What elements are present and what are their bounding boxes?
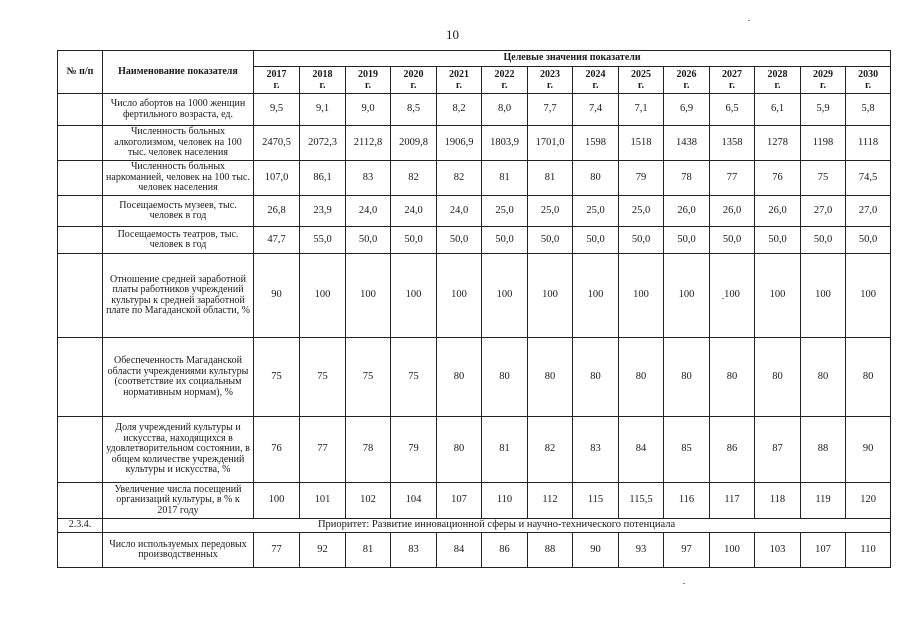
header-year-2022 (482, 67, 528, 94)
value-cell-2028: 100 (755, 254, 801, 338)
indicator-name: Число используемых передовых производственных (103, 533, 254, 568)
value-cell-2025: 25,0 (619, 196, 664, 227)
value-cell-2029: 27,0 (801, 196, 846, 227)
value-cell-2024: 50,0 (573, 227, 619, 254)
row-number (58, 417, 103, 483)
value-cell-2017: 26,8 (254, 196, 300, 227)
value-cell-2028: 80 (755, 338, 801, 417)
indicator-name: Увеличение числа посещений организаций культуры, в % к 2017 году (103, 483, 254, 519)
value-cell-2026: 116 (664, 483, 710, 519)
value-cell-2024: 80 (573, 338, 619, 417)
value-cell-2022: 81 (482, 417, 528, 483)
year-number: 2018 (312, 69, 333, 80)
value-cell-2022: 80 (482, 338, 528, 417)
priority-row (58, 519, 891, 533)
year-suffix: г. (547, 80, 553, 91)
value-cell-2023: 112 (528, 483, 573, 519)
header-year-2023 (528, 67, 573, 94)
value-cell-2027: 77 (710, 161, 755, 196)
value-cell-2027: 26,0 (710, 196, 755, 227)
year-number: 2024 (585, 69, 606, 80)
header-year-2025 (619, 67, 664, 94)
value-cell-2028: 50,0 (755, 227, 801, 254)
year-number: 2030 (858, 69, 879, 80)
value-cell-2027: 86 (710, 417, 755, 483)
value-cell-2024: 1598 (573, 126, 619, 161)
value-cell-2018: 75 (300, 338, 346, 417)
value-cell-2025: 93 (619, 533, 664, 568)
value-cell-2020: 104 (391, 483, 437, 519)
indicator-name: Доля учреждений культуры и искусства, находящихся в удовлетворительном состоянии, в общем количестве учреждений культуры и искусства, % (103, 417, 254, 483)
header-year-2020 (391, 67, 437, 94)
indicator-name: Посещаемость музеев, тыс. человек в год (103, 196, 254, 227)
value-cell-2027: 50,0 (710, 227, 755, 254)
value-cell-2024: 25,0 (573, 196, 619, 227)
value-cell-2019: 83 (346, 161, 391, 196)
value-cell-2022: 8,0 (482, 94, 528, 126)
header-year-2029 (801, 67, 846, 94)
value-cell-2024: 83 (573, 417, 619, 483)
value-cell-2030: 5,8 (846, 94, 891, 126)
row-number (58, 254, 103, 338)
value-cell-2029: 50,0 (801, 227, 846, 254)
year-suffix: г. (319, 80, 326, 91)
value-cell-2027: 6,5 (710, 94, 755, 126)
value-cell-2020: 100 (391, 254, 437, 338)
header-year-2018 (300, 67, 346, 94)
year-number: 2019 (358, 69, 378, 80)
value-cell-2028: 118 (755, 483, 801, 519)
year-suffix: г. (410, 80, 417, 91)
indicators-table (57, 50, 891, 568)
value-cell-2018: 77 (300, 417, 346, 483)
year-number: 2026 (676, 69, 697, 80)
value-cell-2019: 2112,8 (346, 126, 391, 161)
value-cell-2029: 119 (801, 483, 846, 519)
indicator-row (58, 533, 891, 568)
indicator-row (58, 94, 891, 126)
value-cell-2027: 100 (710, 254, 755, 338)
value-cell-2028: 76 (755, 161, 801, 196)
value-cell-2029: 75 (801, 161, 846, 196)
value-cell-2030: 74,5 (846, 161, 891, 196)
value-cell-2020: 50,0 (391, 227, 437, 254)
year-number: 2029 (813, 69, 833, 80)
value-cell-2030: 90 (846, 417, 891, 483)
value-cell-2023: 1701,0 (528, 126, 573, 161)
value-cell-2021: 100 (437, 254, 482, 338)
value-cell-2030: 100 (846, 254, 891, 338)
value-cell-2027: 80 (710, 338, 755, 417)
value-cell-2020: 82 (391, 161, 437, 196)
value-cell-2019: 9,0 (346, 94, 391, 126)
value-cell-2029: 88 (801, 417, 846, 483)
value-cell-2027: 100 (710, 533, 755, 568)
indicator-row (58, 417, 891, 483)
value-cell-2021: 84 (437, 533, 482, 568)
value-cell-2017: 76 (254, 417, 300, 483)
value-cell-2020: 75 (391, 338, 437, 417)
year-number: 2023 (540, 69, 560, 80)
value-cell-2026: 6,9 (664, 94, 710, 126)
row-number (58, 227, 103, 254)
year-number: 2020 (403, 69, 424, 80)
value-cell-2029: 100 (801, 254, 846, 338)
value-cell-2021: 82 (437, 161, 482, 196)
value-cell-2028: 26,0 (755, 196, 801, 227)
value-cell-2025: 80 (619, 338, 664, 417)
row-number (58, 338, 103, 417)
year-suffix: г. (865, 80, 872, 91)
indicator-name: Численность больных наркоманией, человек на 100 тыс. человек населения (103, 161, 254, 196)
value-cell-2029: 80 (801, 338, 846, 417)
value-cell-2026: 26,0 (664, 196, 710, 227)
header-indicator-name: Наименование показателя (103, 51, 254, 94)
value-cell-2021: 107 (437, 483, 482, 519)
year-suffix: г. (729, 80, 735, 91)
value-cell-2023: 25,0 (528, 196, 573, 227)
value-cell-2023: 88 (528, 533, 573, 568)
value-cell-2019: 100 (346, 254, 391, 338)
scan-speck (748, 20, 750, 21)
year-suffix: г. (820, 80, 826, 91)
value-cell-2029: 107 (801, 533, 846, 568)
value-cell-2023: 80 (528, 338, 573, 417)
value-cell-2017: 9,5 (254, 94, 300, 126)
value-cell-2028: 6,1 (755, 94, 801, 126)
value-cell-2027: 1358 (710, 126, 755, 161)
value-cell-2018: 9,1 (300, 94, 346, 126)
value-cell-2026: 78 (664, 161, 710, 196)
year-suffix: г. (592, 80, 599, 91)
year-suffix: г. (501, 80, 508, 91)
value-cell-2025: 84 (619, 417, 664, 483)
row-number (58, 161, 103, 196)
priority-title: Приоритет: Развитие инновационной сферы и научно-технического потенциала (103, 519, 891, 533)
value-cell-2021: 50,0 (437, 227, 482, 254)
row-number (58, 126, 103, 161)
header-year-2028 (755, 67, 801, 94)
indicator-row (58, 196, 891, 227)
value-cell-2026: 1438 (664, 126, 710, 161)
value-cell-2025: 50,0 (619, 227, 664, 254)
priority-number: 2.3.4. (58, 519, 103, 533)
header-number: № п/п (58, 51, 103, 94)
indicators-table-wrapper (57, 50, 891, 568)
value-cell-2026: 50,0 (664, 227, 710, 254)
indicator-row (58, 126, 891, 161)
header-target-values: Целевые значения показатели (254, 51, 891, 67)
value-cell-2028: 87 (755, 417, 801, 483)
value-cell-2017: 77 (254, 533, 300, 568)
value-cell-2020: 24,0 (391, 196, 437, 227)
year-number: 2017 (266, 69, 287, 80)
value-cell-2025: 7,1 (619, 94, 664, 126)
value-cell-2023: 82 (528, 417, 573, 483)
value-cell-2018: 86,1 (300, 161, 346, 196)
value-cell-2023: 100 (528, 254, 573, 338)
value-cell-2021: 80 (437, 417, 482, 483)
value-cell-2026: 80 (664, 338, 710, 417)
value-cell-2020: 79 (391, 417, 437, 483)
value-cell-2018: 100 (300, 254, 346, 338)
value-cell-2018: 55,0 (300, 227, 346, 254)
indicator-row (58, 483, 891, 519)
value-cell-2028: 1278 (755, 126, 801, 161)
row-number (58, 533, 103, 568)
value-cell-2020: 8,5 (391, 94, 437, 126)
value-cell-2018: 101 (300, 483, 346, 519)
indicator-row (58, 227, 891, 254)
value-cell-2030: 27,0 (846, 196, 891, 227)
header-year-2017 (254, 67, 300, 94)
value-cell-2030: 80 (846, 338, 891, 417)
indicator-name: Отношение средней заработной платы работников учреждений культуры к средней заработной плате по Магаданской области, % (103, 254, 254, 338)
value-cell-2021: 8,2 (437, 94, 482, 126)
value-cell-2019: 75 (346, 338, 391, 417)
value-cell-2022: 86 (482, 533, 528, 568)
value-cell-2029: 1198 (801, 126, 846, 161)
value-cell-2025: 79 (619, 161, 664, 196)
value-cell-2030: 50,0 (846, 227, 891, 254)
value-cell-2017: 47,7 (254, 227, 300, 254)
value-cell-2023: 81 (528, 161, 573, 196)
year-suffix: г. (456, 80, 462, 91)
indicator-row (58, 161, 891, 196)
header-year-2021 (437, 67, 482, 94)
year-number: 2027 (722, 69, 742, 80)
indicator-row (58, 254, 891, 338)
header-year-2024 (573, 67, 619, 94)
value-cell-2018: 92 (300, 533, 346, 568)
row-number (58, 483, 103, 519)
year-number: 2021 (449, 69, 469, 80)
value-cell-2017: 107,0 (254, 161, 300, 196)
year-number: 2028 (767, 69, 788, 80)
header-row-group (58, 51, 891, 67)
header-year-2026 (664, 67, 710, 94)
value-cell-2028: 103 (755, 533, 801, 568)
value-cell-2020: 2009,8 (391, 126, 437, 161)
value-cell-2025: 115,5 (619, 483, 664, 519)
header-year-2027 (710, 67, 755, 94)
page-number: 10 (446, 27, 459, 42)
value-cell-2017: 90 (254, 254, 300, 338)
value-cell-2019: 50,0 (346, 227, 391, 254)
value-cell-2022: 25,0 (482, 196, 528, 227)
value-cell-2019: 78 (346, 417, 391, 483)
indicator-row (58, 338, 891, 417)
year-suffix: г. (638, 80, 644, 91)
indicator-name: Посещаемость театров, тыс. человек в год (103, 227, 254, 254)
year-suffix: г. (365, 80, 371, 91)
value-cell-2024: 7,4 (573, 94, 619, 126)
scan-speck (683, 583, 685, 584)
value-cell-2029: 5,9 (801, 94, 846, 126)
value-cell-2030: 110 (846, 533, 891, 568)
value-cell-2022: 1803,9 (482, 126, 528, 161)
value-cell-2022: 50,0 (482, 227, 528, 254)
value-cell-2025: 100 (619, 254, 664, 338)
value-cell-2018: 2072,3 (300, 126, 346, 161)
year-number: 2022 (494, 69, 515, 80)
value-cell-2022: 81 (482, 161, 528, 196)
value-cell-2026: 85 (664, 417, 710, 483)
year-suffix: г. (683, 80, 690, 91)
value-cell-2025: 1518 (619, 126, 664, 161)
value-cell-2021: 1906,9 (437, 126, 482, 161)
indicator-name: Численность больных алкоголизмом, человек на 100 тыс. человек населения (103, 126, 254, 161)
value-cell-2017: 75 (254, 338, 300, 417)
value-cell-2030: 1118 (846, 126, 891, 161)
value-cell-2023: 7,7 (528, 94, 573, 126)
header-year-2019 (346, 67, 391, 94)
row-number (58, 196, 103, 227)
value-cell-2026: 97 (664, 533, 710, 568)
value-cell-2017: 100 (254, 483, 300, 519)
value-cell-2024: 90 (573, 533, 619, 568)
value-cell-2019: 24,0 (346, 196, 391, 227)
indicator-name: Обеспеченность Магаданской области учреждениями культуры (соответствие их социальным нормативным нормам), % (103, 338, 254, 417)
value-cell-2023: 50,0 (528, 227, 573, 254)
value-cell-2020: 83 (391, 533, 437, 568)
value-cell-2019: 102 (346, 483, 391, 519)
value-cell-2021: 80 (437, 338, 482, 417)
value-cell-2021: 24,0 (437, 196, 482, 227)
value-cell-2019: 81 (346, 533, 391, 568)
value-cell-2022: 110 (482, 483, 528, 519)
year-suffix: г. (273, 80, 280, 91)
value-cell-2024: 115 (573, 483, 619, 519)
year-number: 2025 (631, 69, 651, 80)
row-number (58, 94, 103, 126)
value-cell-2022: 100 (482, 254, 528, 338)
value-cell-2027: 117 (710, 483, 755, 519)
value-cell-2030: 120 (846, 483, 891, 519)
value-cell-2017: 2470,5 (254, 126, 300, 161)
value-cell-2024: 100 (573, 254, 619, 338)
value-cell-2018: 23,9 (300, 196, 346, 227)
header-year-2030 (846, 67, 891, 94)
value-cell-2024: 80 (573, 161, 619, 196)
indicator-name: Число абортов на 1000 женщин фертильного возраста, ед. (103, 94, 254, 126)
value-cell-2026: 100 (664, 254, 710, 338)
year-suffix: г. (774, 80, 781, 91)
